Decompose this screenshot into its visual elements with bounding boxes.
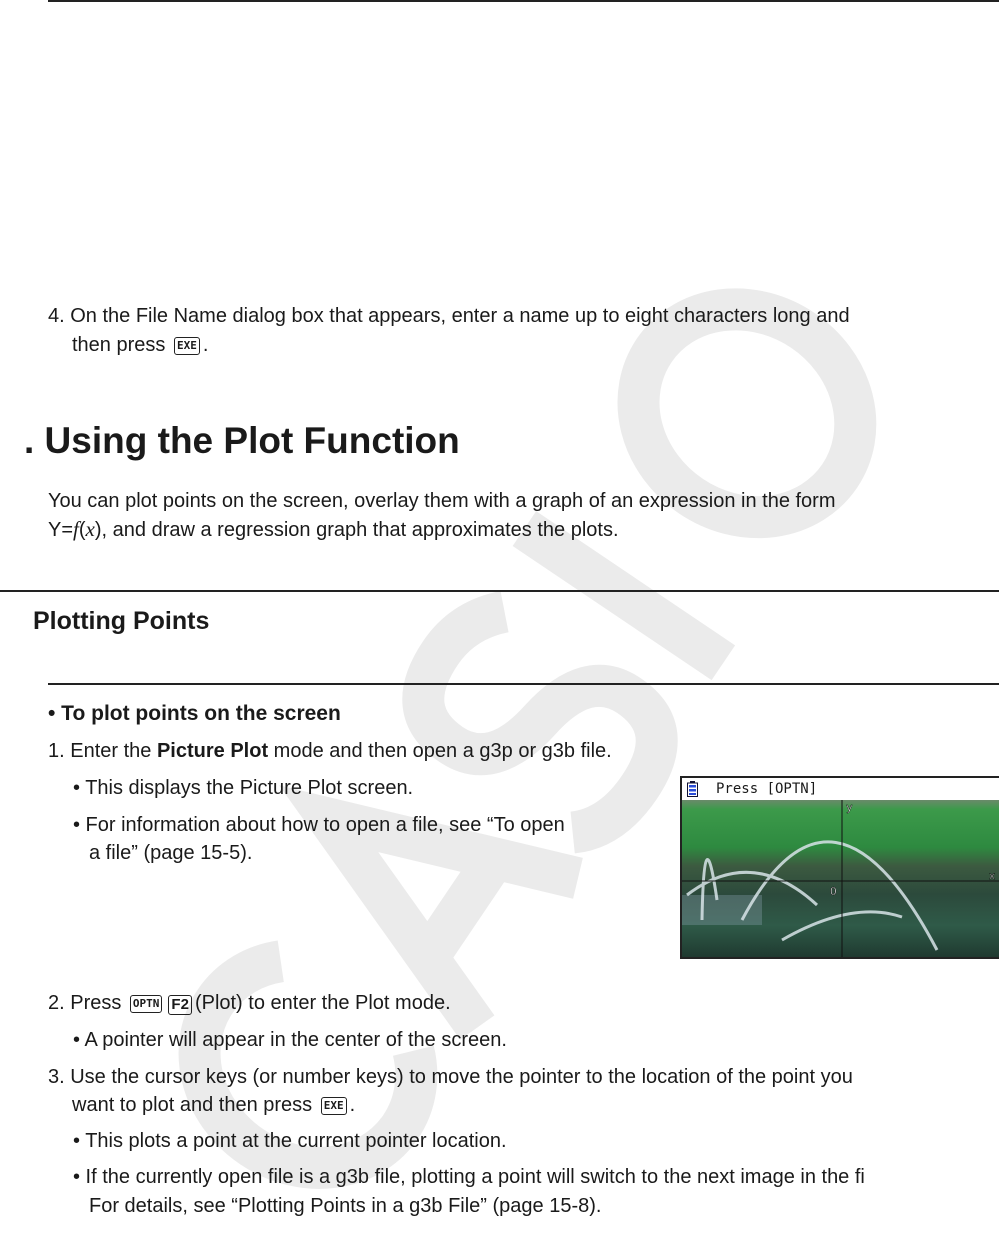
step-3-line2 [72, 1093, 355, 1117]
step-1 [48, 739, 612, 763]
picture-plot-mode: Picture Plot [156, 740, 269, 762]
intro-line2: Y=f(x), and draw a regression graph that approximates the plots. [48, 517, 619, 541]
step-3-pre: want to plot and then press [72, 1094, 313, 1116]
status-text: Press [OPTN] [716, 781, 818, 797]
procedure-rule [48, 683, 999, 685]
step-3-bullet-1: • This plots a point at the current pointer location. [73, 1130, 507, 1152]
top-rule [48, 0, 999, 2]
step-1-bullet-1: • This displays the Picture Plot screen. [73, 777, 414, 799]
step-3-line1: 3. Use the cursor keys (or number keys) to move the pointer to the location of the point you [48, 1066, 853, 1088]
intro-x: x [85, 517, 95, 541]
step-1-bullet-2-line1: • For information about how to open a file, see “To open [73, 814, 565, 836]
step-4-line2 [72, 333, 208, 357]
battery-icon [687, 781, 698, 797]
origin-label: O [830, 885, 837, 898]
step-1-post: mode and then open a g3p or g3b file. [268, 740, 612, 762]
step-2-bullet-1: • A pointer will appear in the center of the screen. [73, 1029, 507, 1051]
subsection-title: Plotting Points [33, 607, 210, 635]
calculator-screen [680, 776, 999, 959]
y-axis-label: y [846, 801, 853, 814]
exe-key-icon: EXE [321, 1097, 347, 1115]
x-axis-label: x [989, 871, 996, 882]
section-rule [0, 590, 999, 592]
exe-key-icon: EXE [174, 337, 200, 355]
step-1-pre: 1. Enter the [48, 740, 157, 762]
step-4-text: then press [72, 334, 166, 356]
period: . [202, 334, 209, 356]
section-title: . Using the Plot Function [24, 420, 460, 461]
intro-line1: You can plot points on the screen, overlay them with a graph of an expression in the form [48, 490, 836, 512]
step-3-bullet-2-line2: For details, see “Plotting Points in a g3b File” (page 15-8). [89, 1195, 602, 1217]
step-3-bullet-2-line1: • If the currently open file is a g3b file, plotting a point will switch to the next image in the fi [73, 1166, 865, 1188]
f2-key-icon: F2 [168, 995, 192, 1015]
intro-y: Y= [48, 519, 74, 541]
status-bar [682, 778, 999, 800]
step-2-pre: 2. Press [48, 992, 122, 1014]
period: . [349, 1094, 356, 1116]
procedure-title: • To plot points on the screen [48, 702, 341, 725]
step-4-line1: 4. On the File Name dialog box that appears, enter a name up to eight characters long and [48, 305, 850, 327]
step-2-post: (Plot) to enter the Plot mode. [194, 992, 451, 1014]
intro-rest: ), and draw a regression graph that approximates the plots. [94, 519, 619, 541]
step-1-bullet-2-line2: a file” (page 15-5). [89, 842, 253, 864]
optn-key-icon: OPTN [130, 995, 163, 1013]
plot-picture [682, 800, 999, 957]
intro-f: f [73, 517, 79, 541]
step-2 [48, 991, 451, 1015]
